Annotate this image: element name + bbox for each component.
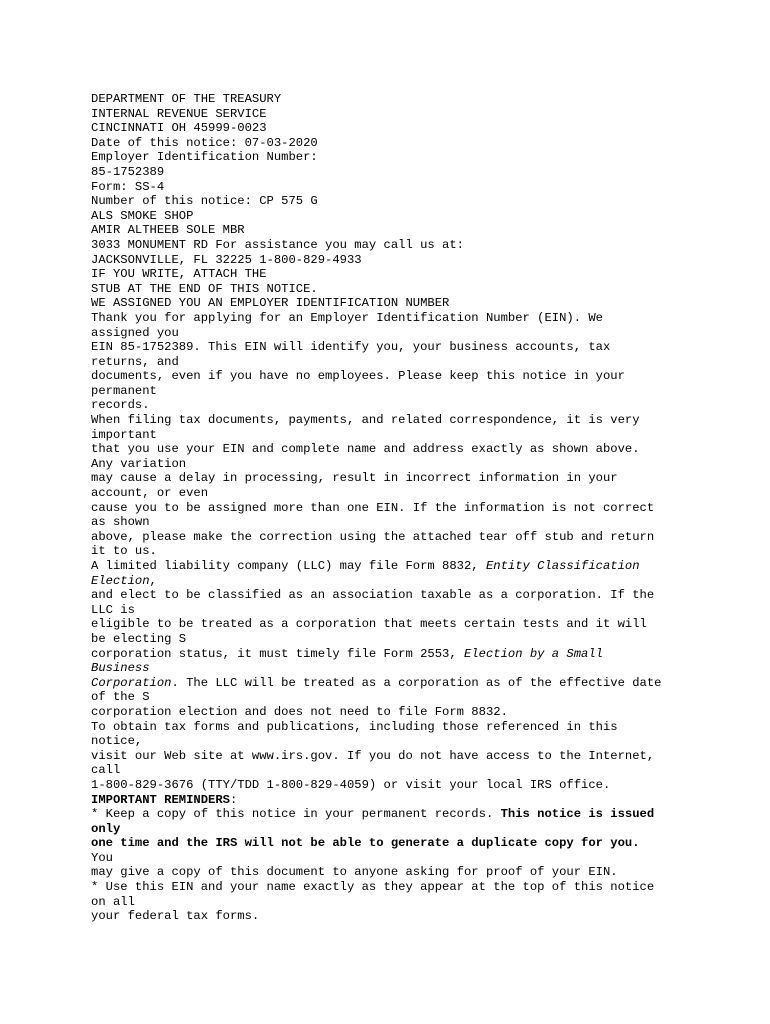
reminder-line: You <box>91 850 113 865</box>
reminder-line: may give a copy of this document to anyone asking for proof of your EIN. <box>91 865 618 880</box>
paragraph-line: 1-800-829-3676 (TTY/TDD 1-800-829-4059) or visit your local IRS office. <box>91 777 611 792</box>
paragraph-line: returns, and <box>91 354 179 369</box>
text-span: * Keep a copy of this notice in your permanent records. <box>91 807 501 822</box>
text-span: : <box>229 792 238 807</box>
reminder-line <box>91 807 691 822</box>
paragraph-line: When filing tax documents, payments, and related correspondence, it is very <box>91 413 640 428</box>
agency-city: CINCINNATI OH 45999-0023 <box>91 121 267 136</box>
form-title-italic: Election by a Small <box>464 646 603 661</box>
paragraph-line: EIN 85-1752389. This EIN will identify you, your business accounts, tax <box>91 340 611 355</box>
paragraph-line: notice, <box>91 734 143 749</box>
irs-notice-document <box>91 92 691 924</box>
paragraph-line: Business <box>91 661 150 676</box>
paragraph-line: above, please make the correction using the attached tear off stub and return <box>91 529 655 544</box>
paragraph-line: account, or even <box>91 486 209 501</box>
reminders-heading: IMPORTANT REMINDERS <box>91 792 230 807</box>
paragraph-line: that you use your EIN and complete name and address exactly as shown above. <box>91 442 640 457</box>
form-title-italic: Corporation <box>91 675 172 690</box>
paragraph-line: LLC is <box>91 602 135 617</box>
text-span: . The LLC will be treated as a corporation as of the effective date <box>171 675 662 690</box>
paragraph-line: and elect to be classified as an association taxable as a corporation. If the <box>91 588 655 603</box>
paragraph-line <box>91 647 691 662</box>
stub-instruction-line: IF YOU WRITE, ATTACH THE <box>91 267 267 282</box>
paragraph-line: of the S <box>91 690 150 705</box>
city-and-phone: JACKSONVILLE, FL 32225 1-800-829-4933 <box>91 252 362 267</box>
paragraph-line: call <box>91 763 121 778</box>
form-title-italic: Entity Classification <box>485 559 640 573</box>
paragraph-line: Thank you for applying for an Employer Identification Number (EIN). We <box>91 310 603 325</box>
form-title-italic: Election <box>91 573 150 588</box>
notice-date: Date of this notice: 07-03-2020 <box>91 135 318 150</box>
paragraph-line: assigned you <box>91 325 179 340</box>
text-span: corporation status, it must timely file Form 2553, <box>91 646 464 661</box>
paragraph-line <box>91 574 691 589</box>
street-and-help: 3033 MONUMENT RD For assistance you may call us at: <box>91 237 464 252</box>
stub-instruction-line: STUB AT THE END OF THIS NOTICE. <box>91 281 318 296</box>
paragraph-line: records. <box>91 398 150 413</box>
paragraph-line: Any variation <box>91 456 187 471</box>
notice-heading: WE ASSIGNED YOU AN EMPLOYER IDENTIFICATION NUMBER <box>91 296 450 311</box>
paragraph-line: may cause a delay in processing, result in incorrect information in your <box>91 471 618 486</box>
paragraph-line: documents, even if you have no employees. Please keep this notice in your <box>91 369 625 384</box>
paragraph-line: visit our Web site at www.irs.gov. If you do not have access to the Internet, <box>91 748 655 763</box>
paragraph-line: be electing S <box>91 631 187 646</box>
reminder-line: only <box>91 821 121 836</box>
paragraph-line <box>91 676 691 691</box>
paragraph-line: permanent <box>91 383 157 398</box>
business-name: ALS SMOKE SHOP <box>91 208 194 223</box>
bold-emphasis: This notice is issued <box>500 807 655 822</box>
form-type: Form: SS-4 <box>91 179 165 194</box>
reminders-heading-line <box>91 793 691 808</box>
reminder-line: on all <box>91 894 135 909</box>
text-span: A limited liability company (LLC) may file Form 8832, <box>91 559 486 573</box>
paragraph-line: corporation election and does not need to file Form 8832. <box>91 704 508 719</box>
paragraph-line: important <box>91 427 157 442</box>
paragraph-line: it to us. <box>91 544 157 559</box>
paragraph-line: as shown <box>91 515 150 530</box>
notice-number: Number of this notice: CP 575 G <box>91 194 318 209</box>
paragraph-line: To obtain tax forms and publications, including those referenced in this <box>91 719 618 734</box>
reminder-line: one time and the IRS will not be able to generate a duplicate copy for you. <box>91 836 640 851</box>
reminder-line: your federal tax forms. <box>91 909 260 924</box>
service-name: INTERNAL REVENUE SERVICE <box>91 106 267 121</box>
agency-name: DEPARTMENT OF THE TREASURY <box>91 92 282 106</box>
text-span: , <box>149 573 157 588</box>
reminder-line: * Use this EIN and your name exactly as they appear at the top of this notice <box>91 880 655 895</box>
paragraph-line: eligible to be treated as a corporation that meets certain tests and it will <box>91 617 647 632</box>
paragraph-line: cause you to be assigned more than one EIN. If the information is not correct <box>91 500 655 515</box>
paragraph-line <box>91 559 691 574</box>
ein-label: Employer Identification Number: <box>91 150 318 165</box>
member-name: AMIR ALTHEEB SOLE MBR <box>91 223 245 238</box>
ein-value: 85-1752389 <box>91 164 165 179</box>
